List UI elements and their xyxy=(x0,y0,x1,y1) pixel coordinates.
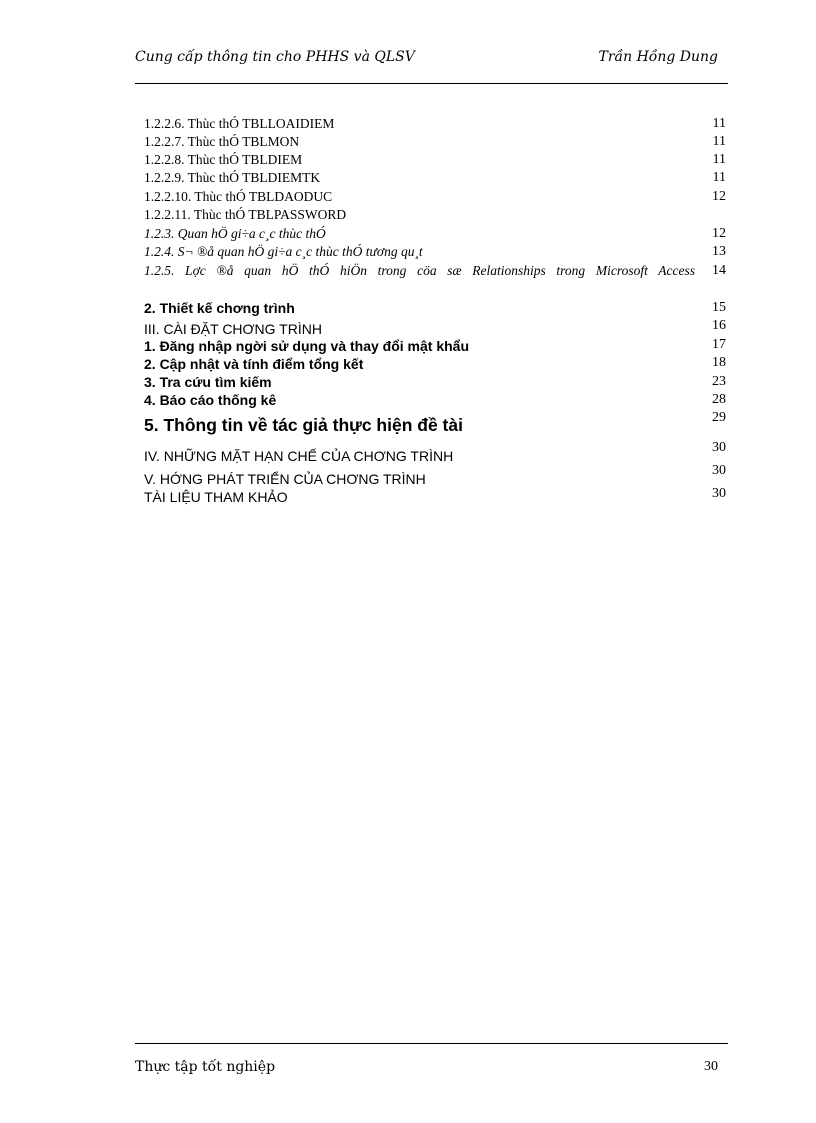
toc-entry-text: 1. Đăng nhập ngời sử dụng và thay đổi mật khẩu xyxy=(144,338,470,354)
footer-rule xyxy=(135,1043,728,1044)
toc-entry-page: 11 xyxy=(712,134,726,149)
toc-entry-page: 30 xyxy=(712,463,726,478)
page-number: 30 xyxy=(704,1059,718,1074)
header-title: Cung cấp thông tin cho PHHS và QLSV xyxy=(135,49,415,65)
toc-entry-page: 17 xyxy=(712,337,726,352)
toc-entry-page: 23 xyxy=(712,374,726,389)
toc-entry-text: 1.2.2.11. Thùc thÓ TBLPASSWORD xyxy=(144,207,347,222)
toc-entry-page: 11 xyxy=(712,152,726,167)
toc-entry-page: 12 xyxy=(712,189,726,204)
toc-entry-text: 1.2.2.8. Thùc thÓ TBLDIEM xyxy=(144,152,303,167)
toc-entry-page: 11 xyxy=(712,170,726,185)
toc-entry-text: TÀI LIỆU THAM KHẢO xyxy=(144,489,288,505)
toc-entry-text: 4. Báo cáo thống kê xyxy=(144,392,277,408)
toc-entry-page: 29 xyxy=(712,410,726,425)
toc-entry-page: 12 xyxy=(712,226,726,241)
header-author: Trần Hồng Dung xyxy=(598,49,718,65)
toc-entry-text: 1.2.2.10. Thùc thÓ TBLDAODUC xyxy=(144,189,333,204)
toc-entry-page: 11 xyxy=(712,116,726,131)
toc-entry-text: IV. NHỮNG MẶT HẠN CHẾ CỦA CHƠNG TRÌNH xyxy=(144,448,454,464)
toc-entry-text: 1.2.4. S¬ ®å quan hÖ gi÷a c¸c thùc thÓ tương qu¸t xyxy=(144,244,423,259)
toc-entry-text: 2. Cập nhật và tính điểm tổng kết xyxy=(144,356,364,372)
toc-entry-page: 14 xyxy=(712,263,726,278)
toc-entry-text: 1.2.2.7. Thùc thÓ TBLMON xyxy=(144,134,300,149)
toc-entry-text: 1.2.5. Lợc ®å quan hÖ thÓ hiÖn trong cöa sæ Relationships trong Microsoft Access xyxy=(144,263,695,278)
toc-entry-text: III. CÀI ĐẶT CHƠNG TRÌNH xyxy=(144,321,322,337)
toc-entry-page: 13 xyxy=(712,244,726,259)
toc-entry-page: 18 xyxy=(712,355,726,370)
toc-entry-page: 30 xyxy=(712,440,726,455)
toc-entry-text: V. HỚNG PHÁT TRIỂN CỦA CHƠNG TRÌNH xyxy=(144,471,426,487)
toc-entry-text: 1.2.3. Quan hÖ gi÷a c¸c thùc thÓ xyxy=(144,226,326,241)
toc-entry-text: 2. Thiết kế chơng trình xyxy=(144,300,295,316)
footer-title: Thực tập tốt nghiệp xyxy=(135,1059,276,1075)
toc-entry-page: 30 xyxy=(712,486,726,501)
toc-entry-page: 28 xyxy=(712,392,726,407)
toc-entry-text: 1.2.2.9. Thùc thÓ TBLDIEMTK xyxy=(144,170,321,185)
toc-entry-text: 3. Tra cứu tìm kiếm xyxy=(144,374,272,390)
toc-entry-text: 5. Thông tin về tác giả thực hiện đề tài xyxy=(144,415,463,435)
toc-entry-text: 1.2.2.6. Thùc thÓ TBLLOAIDIEM xyxy=(144,116,335,131)
toc-entry-page: 15 xyxy=(712,300,726,315)
toc-entry-page: 16 xyxy=(712,318,726,333)
